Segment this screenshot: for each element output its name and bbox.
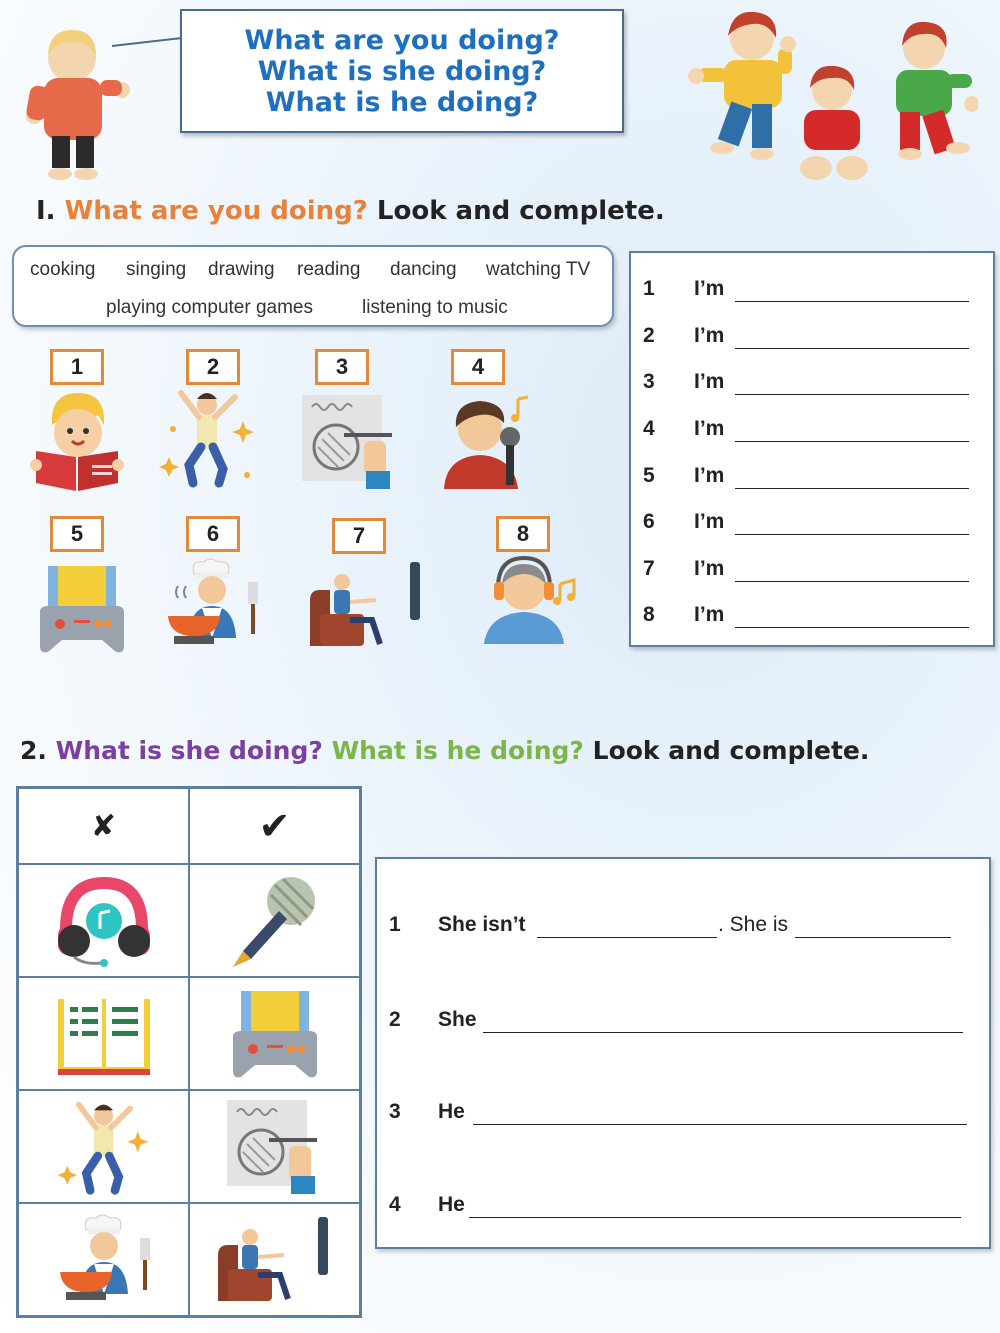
sentence-start: He [438,1100,465,1123]
title-line-3: What is he doing? [265,86,539,118]
word-bank-item: drawing [208,259,275,280]
section1-question: What are you doing? [64,196,368,226]
section2-heading [20,736,869,765]
book-icon [56,991,152,1077]
answer-blank[interactable] [735,627,969,628]
drawing-icon [225,1098,325,1196]
cooking-icon [52,1214,156,1306]
table-header-cross [18,788,189,864]
answer-box-section1 [629,251,995,647]
sentence-number: 2 [389,1008,401,1031]
watching-tv-icon [306,560,428,650]
listening-music-icon [480,554,580,646]
section1-number: I. [36,196,56,226]
answer-number: 1 [643,277,655,300]
title-line-1: What are you doing? [244,24,560,56]
table-cell [189,1203,360,1316]
picture-number: 1 [50,349,104,385]
table-cell [189,864,360,977]
answer-number: 2 [643,324,655,347]
sentence-blank[interactable] [469,1217,961,1218]
section1-instruction: Look and complete. [376,196,665,226]
sentence-start: She [438,1008,477,1031]
sentence-blank[interactable] [537,937,717,938]
picture-number: 5 [50,516,104,552]
word-bank-item: singing [126,259,187,280]
answer-blank[interactable] [735,394,969,395]
word-bank-item: playing computer games [106,297,313,318]
sentence-middle: . She is [718,913,789,936]
answer-prefix: I’m [694,417,725,440]
answer-prefix: I’m [694,464,725,487]
answer-blank[interactable] [735,348,969,349]
section2-question-he: What is he doing? [331,736,584,765]
answer-number: 7 [643,557,655,580]
dancing-icon [54,1097,154,1197]
title-box [180,9,624,133]
table-cell [18,1203,189,1316]
table-cell [18,977,189,1090]
dancing-icon [155,385,260,490]
word-bank [12,245,614,327]
answer-prefix: I’m [694,324,725,347]
sentence-number: 3 [389,1100,401,1123]
game-console-icon [36,562,128,656]
drawing-icon [300,393,400,491]
check-icon: ✔ [258,804,291,848]
section2-instruction: Look and complete. [592,736,870,765]
answer-prefix: I’m [694,603,725,626]
table-cell [18,864,189,977]
picture-number: 4 [451,349,505,385]
answer-number: 3 [643,370,655,393]
sentence-start: She isn’t [438,913,526,936]
cross-icon: ✘ [90,808,117,844]
cooking-icon [160,558,264,650]
answer-blank[interactable] [735,581,969,582]
table-cell [189,1090,360,1203]
picture-number: 7 [332,518,386,554]
answer-number: 8 [643,603,655,626]
answer-number: 4 [643,417,655,440]
pointer-line [112,36,182,50]
answer-prefix: I’m [694,557,725,580]
section1-heading [36,196,665,226]
answer-prefix: I’m [694,277,725,300]
answer-number: 5 [643,464,655,487]
answer-blank[interactable] [735,534,969,535]
reading-icon [30,385,125,493]
watching-tv-icon [214,1215,336,1305]
sentence-box [375,857,991,1249]
answer-prefix: I’m [694,510,725,533]
answer-number: 6 [643,510,655,533]
word-bank-item: listening to music [362,297,508,318]
picture-number: 8 [496,516,550,552]
word-bank-item: dancing [390,259,457,280]
activity-table [16,786,362,1318]
sentence-start: He [438,1193,465,1216]
answer-blank[interactable] [735,301,969,302]
headphones-icon [54,873,154,969]
title-line-2: What is she doing? [257,55,547,87]
section2-question-she: What is she doing? [55,736,323,765]
sentence-blank[interactable] [795,937,951,938]
game-console-icon [229,987,321,1081]
sentence-number: 1 [389,913,401,936]
sentence-blank[interactable] [473,1124,967,1125]
microphone-icon [225,871,325,971]
word-bank-item: watching TV [486,259,591,280]
table-cell [189,977,360,1090]
picture-number: 6 [186,516,240,552]
table-header-check [189,788,360,864]
sentence-blank[interactable] [483,1032,963,1033]
singing-icon [438,391,538,491]
word-bank-item: reading [297,259,361,280]
sentence-number: 4 [389,1193,401,1216]
answer-prefix: I’m [694,370,725,393]
picture-number: 2 [186,349,240,385]
section2-number: 2. [20,736,47,765]
table-cell [18,1090,189,1203]
three-dolls-image [688,8,978,183]
answer-blank[interactable] [735,488,969,489]
word-bank-item: cooking [30,259,96,280]
answer-blank[interactable] [735,441,969,442]
picture-number: 3 [315,349,369,385]
